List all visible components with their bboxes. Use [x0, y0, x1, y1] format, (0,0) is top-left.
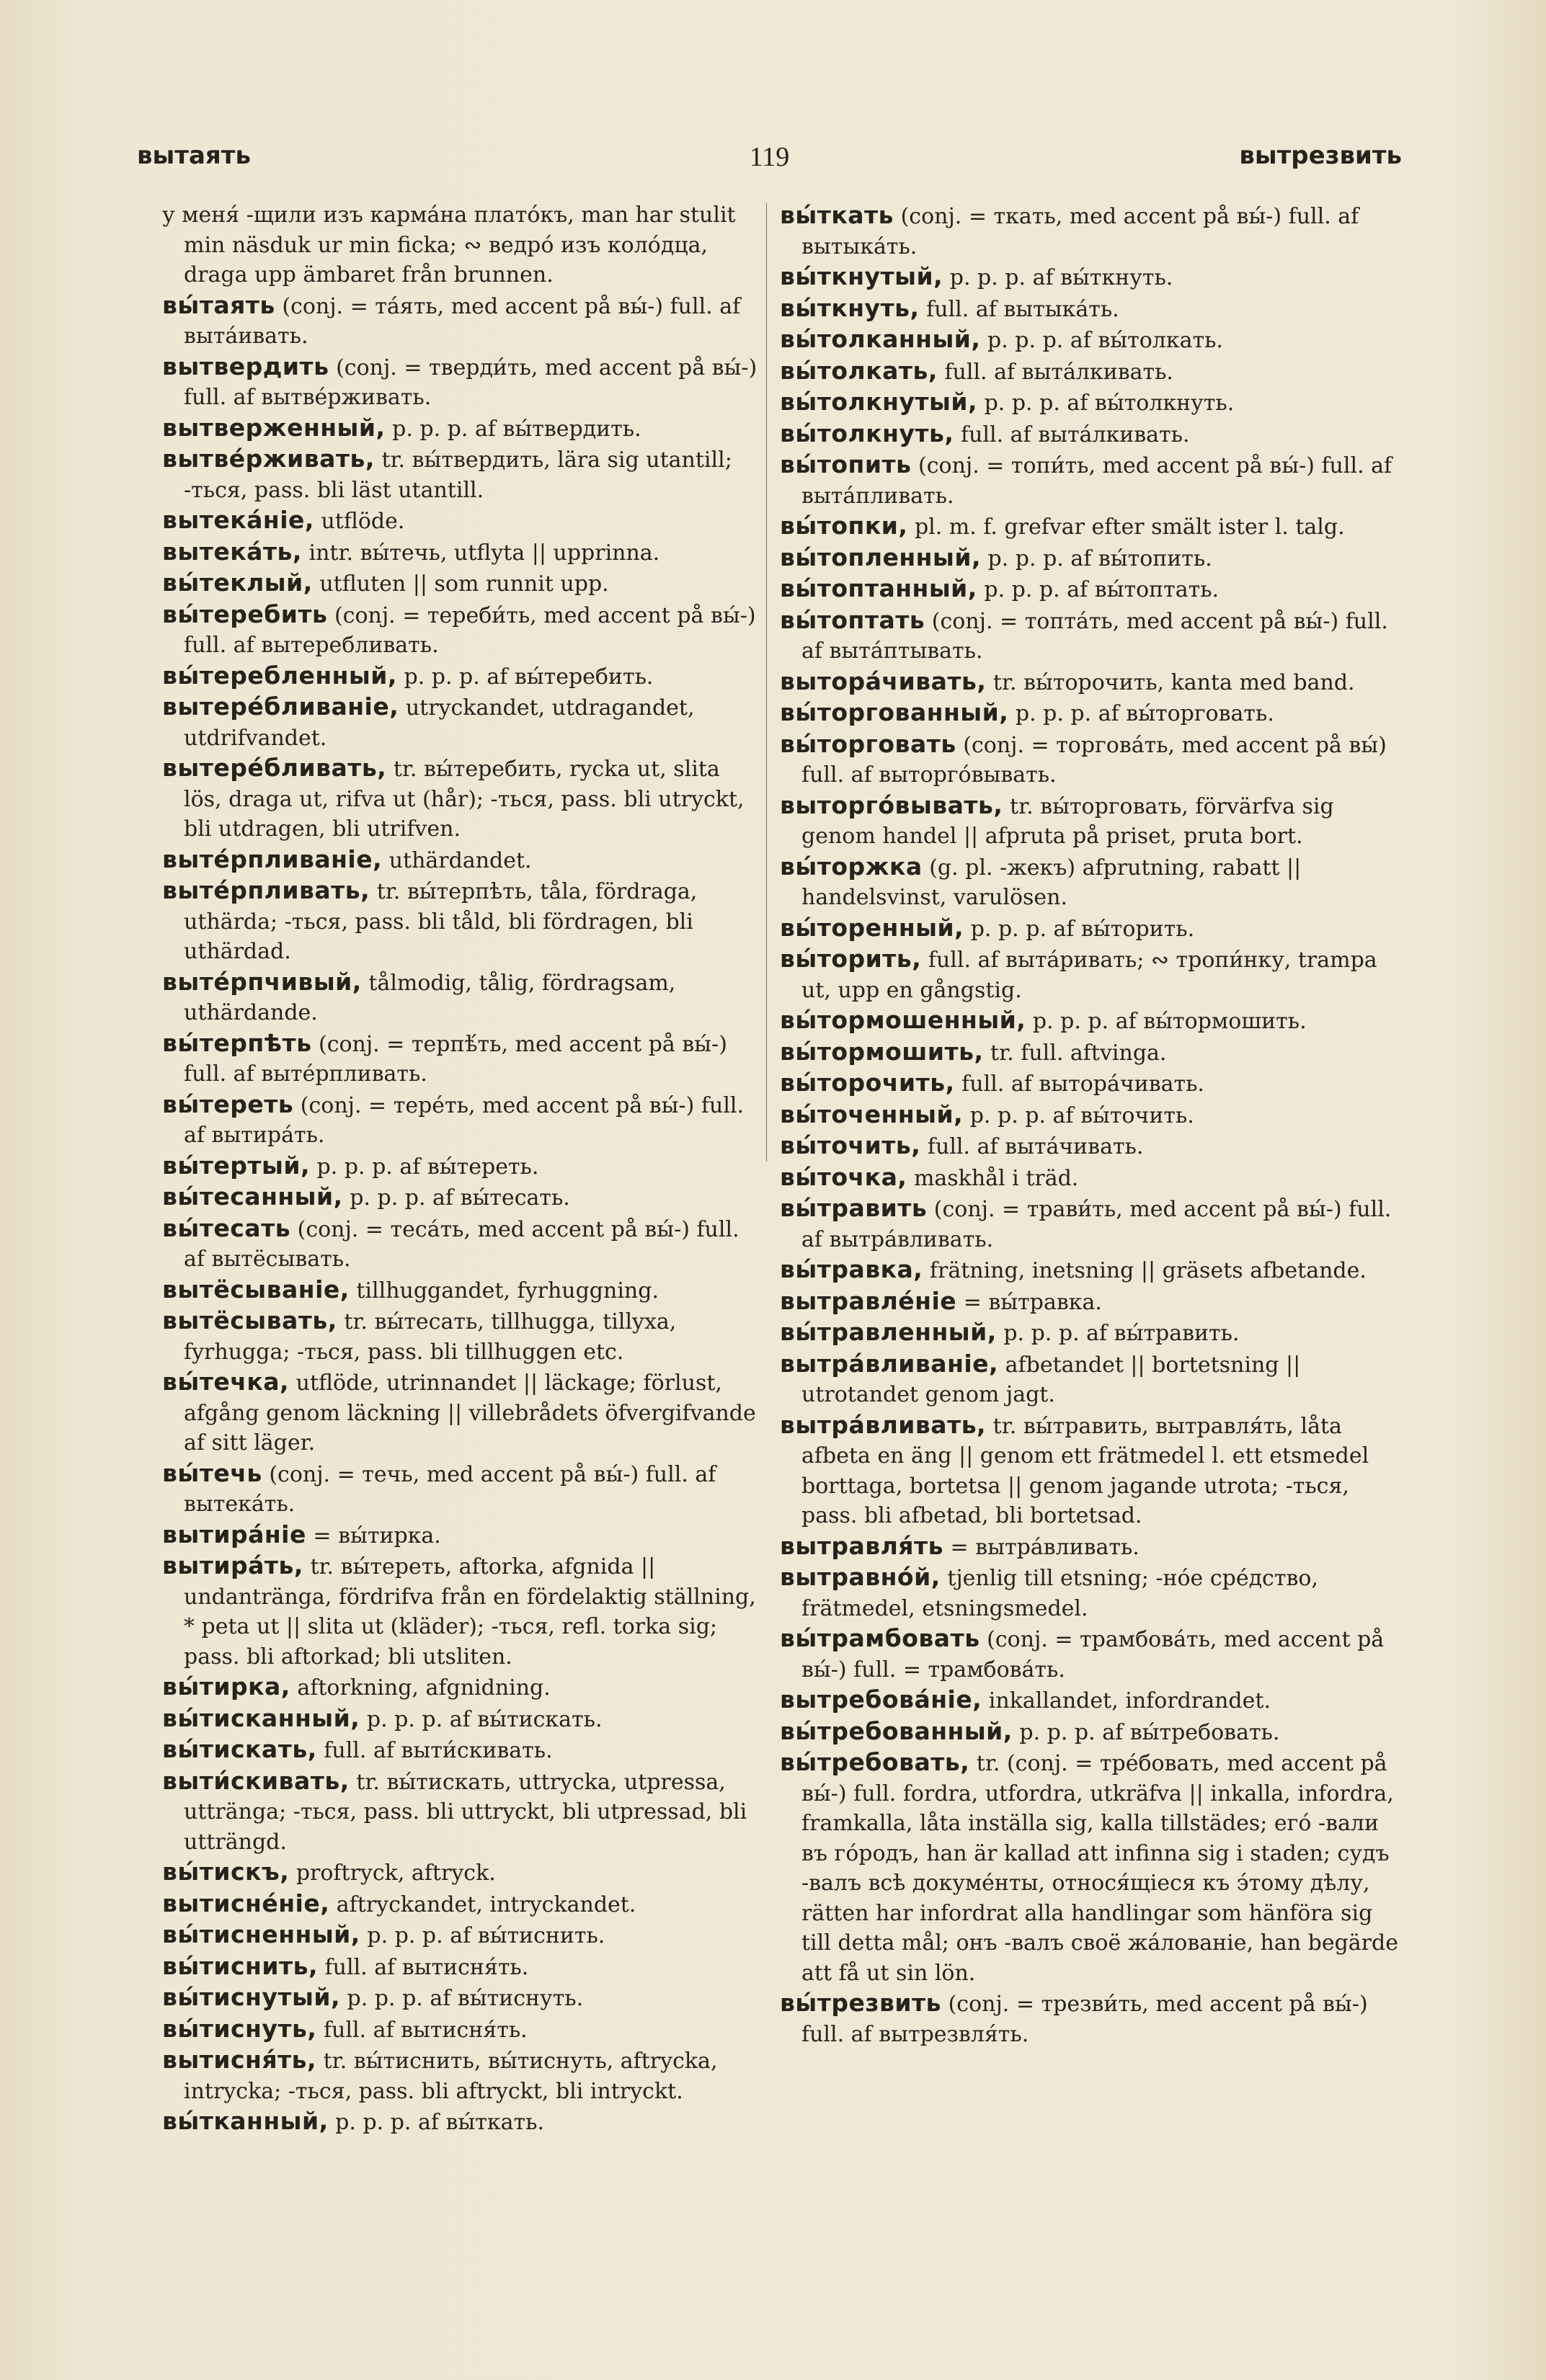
dictionary-entry: [162, 1182, 760, 1213]
entry-headword: вы́тискать,: [162, 1735, 317, 1763]
entry-headword: вы́точка,: [780, 1162, 907, 1191]
entry-definition: p. p. p. af вы́твердить.: [392, 416, 641, 442]
entry-headword: вы́травка,: [780, 1255, 923, 1283]
entry-headword: вы́течка,: [162, 1368, 290, 1396]
right-column: [780, 200, 1403, 2049]
dictionary-entry: [162, 537, 760, 569]
dictionary-entry: [162, 1367, 760, 1458]
entry-definition: tr. вы́торговать, förvärfva sig genom handel || afpruta på priset, pruta bort.: [801, 793, 1334, 849]
entry-definition: utflöde, utrinnandet || läckage; förlust, afgång genom läckning || villebrådets öfvergifvande af sitt läger.: [184, 1370, 756, 1456]
entry-headword: вы́ткнутый,: [780, 262, 943, 290]
entry-definition: utfluten || som runnit upp.: [319, 571, 609, 597]
entry-definition: (conj. = топи́ть, med accent på вы́-) full. af выта́пливать.: [801, 453, 1392, 509]
entry-definition: full. af выта́лкивать.: [944, 359, 1173, 385]
dictionary-entry: [780, 1254, 1403, 1286]
entry-headword: вы́тереть: [162, 1089, 294, 1118]
dictionary-entry: [162, 1672, 760, 1703]
entry-definition: proftryck, aftryck.: [296, 1860, 496, 1886]
entry-headword: вы́тирка,: [162, 1672, 290, 1701]
dictionary-entry: [780, 1685, 1403, 1716]
entry-definition: uthärdandet.: [388, 847, 532, 873]
entry-definition: (conj. = торгова́ть, med accent på вы́) full. af выторго́вывать.: [801, 732, 1387, 788]
entry-headword: вы́тертый,: [162, 1151, 310, 1180]
entry-definition: frätning, inetsning || gräsets afbetande.: [929, 1258, 1367, 1283]
dictionary-entry: [780, 729, 1403, 790]
entry-definition: = вытра́вливать.: [950, 1534, 1139, 1560]
entry-definition: tr. вы́тереть, aftorka, afgnida || undanträngа, fördrifva från en fördelaktig ställning, * peta ut || slita ut (kläder); -ться, refl. torka sig; pass. bli aftorkad; bli utsliten.: [184, 1554, 756, 1670]
entry-definition: (conj. = трамбова́ть, med accent på вы́-) full. = трамбова́ть.: [801, 1627, 1385, 1683]
entry-headword: вы́ткнуть,: [780, 293, 920, 322]
entry-definition: p. p. p. af вы́тиснить.: [367, 1923, 605, 1948]
dictionary-entry: [162, 505, 760, 537]
entry-headword: вы́толкнуть,: [780, 419, 954, 447]
entry-headword: вы́толкать,: [780, 356, 938, 385]
entry-headword: вы́торжка: [780, 852, 923, 881]
dictionary-entry: [162, 1213, 760, 1275]
entry-definition: tr. вы́тесать, tillhugga, tillyxa, fyrhugga; -ться, pass. bli tillhuggen etc.: [184, 1309, 677, 1365]
dictionary-entry: [780, 1286, 1403, 1318]
entry-definition: = вы́тирка.: [313, 1523, 441, 1548]
dictionary-entry: [780, 605, 1403, 667]
dictionary-entry: [162, 1703, 760, 1735]
dictionary-entry: [780, 200, 1403, 262]
entry-headword: вы́топки,: [780, 512, 908, 540]
entry-definition: tr. вы́твердить, lära sig utantill; -ться, pass. bli läst utantill.: [184, 447, 732, 503]
left-column: [162, 200, 760, 2138]
entry-headword: вытверженный,: [162, 413, 386, 442]
entry-definition: (conj. = та́ять, med accent på вы́-) full. af выта́ивать.: [184, 293, 741, 349]
dictionary-entry: [780, 1349, 1403, 1410]
entry-headword: вы́торочить,: [780, 1069, 955, 1097]
entry-definition: p. p. p. af вы́травить.: [1003, 1321, 1240, 1346]
entry-headword: вы́топтанный,: [780, 574, 977, 602]
entry-headword: вытёсываніе,: [162, 1275, 350, 1303]
entry-definition: tr. вы́теребить, rycka ut, slita lös, draga ut, rifva ut (hår); -ться, pass. bli utryckt, bli utdragen, bli utrifven.: [184, 757, 745, 842]
entry-definition: p. p. p. af вы́топить.: [987, 545, 1212, 571]
entry-definition: aftryckandet, intryckandet.: [336, 1891, 636, 1917]
entry-definition: maskhål i träd.: [913, 1165, 1079, 1191]
entry-definition: p. p. p. af вы́торговать.: [1015, 701, 1274, 726]
dictionary-entry: [780, 944, 1403, 1005]
dictionary-entry: [780, 1100, 1403, 1131]
dictionary-entry: [780, 1193, 1403, 1254]
dictionary-entry: [162, 1520, 760, 1551]
entry-headword: вы́тесать: [162, 1213, 291, 1242]
dictionary-entry: [162, 444, 760, 505]
entry-headword: вытравля́ть: [780, 1531, 943, 1560]
entry-headword: вы́трезвить: [780, 1989, 942, 2017]
entry-headword: вы́теребить: [162, 600, 328, 628]
dictionary-entry: [780, 667, 1403, 698]
entry-definition: p. p. p. af вы́тиснуть.: [347, 1986, 584, 2011]
entry-definition: utflöde.: [321, 509, 405, 534]
entry-definition: p. p. p. af вы́ткнуть.: [949, 265, 1173, 290]
dictionary-entry: [162, 2106, 760, 2138]
entry-headword: вытере́бливать,: [162, 754, 387, 782]
entry-headword: вытéрпливаніе,: [162, 844, 383, 873]
dictionary-entry: [780, 574, 1403, 605]
dictionary-entry: [780, 356, 1403, 388]
dictionary-entry: [162, 1920, 760, 1951]
dictionary-entry: [780, 1988, 1403, 2049]
entry-headword: вы́топить: [780, 450, 912, 478]
entry-definition: p. p. p. af вы́ткать.: [335, 2110, 544, 2135]
entry-definition: full. af вытисня́ть.: [324, 1954, 529, 1980]
dictionary-entry: [780, 511, 1403, 543]
entry-headword: вы́толканный,: [780, 325, 981, 353]
dictionary-entry: [780, 1162, 1403, 1194]
entry-headword: вы́тесанный,: [162, 1182, 343, 1211]
entry-definition: (conj. = тере́ть, med accent på вы́-) full. af вытира́ть.: [184, 1092, 745, 1148]
entry-definition: (conj. = течь, med accent på вы́-) full. af вытека́ть.: [184, 1461, 716, 1517]
entry-definition: full. af вытисня́ть.: [323, 2017, 528, 2043]
entry-headword: вы́трамбовать: [780, 1624, 980, 1652]
dictionary-entry: [162, 1734, 760, 1766]
entry-headword: вы́торговать: [780, 729, 956, 758]
entry-definition: tjenlig till etsning; -но́е сре́дство, frätmedel, etsningsmedel.: [801, 1566, 1318, 1621]
entry-definition: p. p. p. af вы́тискать.: [366, 1706, 603, 1732]
entry-headword: вытира́ть,: [162, 1551, 303, 1579]
entry-definition: tålmodig, tålig, fördragsam, uthärdande.: [184, 970, 676, 1025]
dictionary-entry: [780, 1747, 1403, 1988]
entry-definition: p. p. p. af вы́толкнуть.: [984, 391, 1235, 416]
entry-definition: tr. full. aftvinga.: [990, 1040, 1167, 1066]
entry-headword: вы́травленный,: [780, 1318, 997, 1346]
entry-definition: (conj. = ткать, med accent på вы́-) full. af вытыка́ть.: [801, 204, 1359, 259]
entry-definition: (conj. = теса́ть, med accent på вы́-) full. af вытёсывать.: [184, 1216, 739, 1272]
entry-definition: (g. pl. -жекъ) afprutning, rabatt || handelsvinst, varulösen.: [801, 855, 1302, 910]
entry-headword: вытра́вливаніе,: [780, 1349, 999, 1378]
dictionary-entry: [780, 387, 1403, 419]
dictionary-entry: [162, 2045, 760, 2106]
entry-headword: вы́тиснуть,: [162, 2014, 317, 2043]
entry-definition: (conj. = терпѣ́ть, med accent på вы́-) full. af вытéрпливать.: [184, 1031, 727, 1087]
entry-definition: p. p. p. af вы́тесать.: [350, 1185, 570, 1211]
dictionary-entry: [780, 1131, 1403, 1162]
dictionary-entry: [162, 1151, 760, 1182]
entry-definition: full. af выта́лкивать.: [960, 422, 1190, 447]
entry-definition: tr. (conj. = тре́бовать, med accent på вы́-) full. fordra, utfordra, utkräfva || inkalla, infordra, framkalla, låta inställa sig, kalla tillstädes; его́ -вали въ го́родъ, han är kallad att infinna sig i staden; судъ -валъ всѣ докуме́нты, относя́щіеся къ э́тому дѣлу, rätten har infordrat alla handlingar som hänföra sig till detta mål; онъ -валъ своё жа́лованіе, han begärde att få ut sin lön.: [801, 1751, 1398, 1986]
dictionary-entry: [780, 293, 1403, 325]
entry-definition: inkallandet, infordrandet.: [988, 1688, 1271, 1713]
entry-definition: full. af вытáривать; ∾ тропи́нку, trampa ut, upp en gångstig.: [801, 948, 1377, 1003]
entry-definition: p. p. p. af вы́торить.: [970, 916, 1195, 942]
dictionary-entry: [162, 1982, 760, 2014]
dictionary-entry: [162, 290, 760, 352]
dictionary-entry: [780, 1716, 1403, 1748]
entry-headword: вы́тканный,: [162, 2107, 329, 2135]
dictionary-entry: [780, 324, 1403, 356]
entry-headword: вы́теклый,: [162, 569, 313, 597]
dictionary-entry: [162, 2014, 760, 2046]
dictionary-entry: [162, 1028, 760, 1089]
entry-headword: вы́топтать: [780, 605, 925, 634]
dictionary-entry: [162, 568, 760, 600]
dictionary-entry: [162, 600, 760, 661]
entry-definition: p. p. p. af вы́толкать.: [987, 328, 1223, 353]
entry-definition: full. af выти́скивать.: [324, 1738, 553, 1763]
entry-headword: вы́тискъ,: [162, 1858, 290, 1886]
entry-definition: tr. вы́тиснить, вы́тиснуть, aftrycka, intrycka; -ться, pass. bli aftryckt, bli intryckt.: [184, 2049, 718, 2104]
dictionary-entry: [780, 1531, 1403, 1563]
dictionary-entry: [162, 1458, 760, 1520]
entry-definition: p. p. p. af вы́точить.: [969, 1102, 1194, 1128]
entry-definition: full. af выта́чивать.: [927, 1134, 1144, 1159]
entry-headword: вы́тисканный,: [162, 1703, 360, 1732]
entry-definition: (conj. = топта́ть, med accent på вы́-) full. af выта́птывать.: [801, 608, 1388, 664]
entry-definition: = вы́травка.: [963, 1289, 1102, 1315]
entry-headword: вытисне́ніе,: [162, 1889, 330, 1917]
entry-definition: full. af вытыка́ть.: [926, 296, 1119, 322]
dictionary-entry: [780, 852, 1403, 913]
column-divider: [766, 203, 767, 1162]
dictionary-entry: [780, 913, 1403, 945]
entry-headword: выти́скивать,: [162, 1766, 350, 1795]
dictionary-entry: [162, 1275, 760, 1306]
entry-definition: aftorkning, afgnidning.: [297, 1675, 551, 1701]
entry-headword: вы́торенный,: [780, 913, 964, 942]
entry-definition: p. p. p. af вы́теребить.: [404, 664, 654, 690]
entry-headword: вы́тормошить,: [780, 1037, 984, 1066]
dictionary-entry: [780, 1068, 1403, 1100]
dictionary-entry: [780, 697, 1403, 729]
entry-headword: вы́топленный,: [780, 543, 981, 571]
dictionary-entry: [162, 1306, 760, 1367]
dictionary-entry: [780, 262, 1403, 293]
dictionary-entry: [162, 692, 760, 753]
dictionary-entry: [780, 450, 1403, 511]
dictionary-entry: [162, 413, 760, 445]
entry-headword: вытéрпчивый,: [162, 967, 362, 996]
entry-headword: вы́торгованный,: [780, 698, 1009, 726]
entry-definition: pl. m. f. grefvar efter smält ister l. talg.: [914, 514, 1345, 540]
entry-definition: full. af выторáчивать.: [961, 1071, 1204, 1097]
header-left-headword: вытаять: [137, 141, 251, 170]
entry-definition: utryckandet, utdragandet, utdrifvandet.: [184, 695, 695, 751]
entry-definition: (conj. = трезви́ть, med accent på вы́-) full. af вытрезвля́ть.: [801, 1992, 1368, 2047]
entry-definition: intr. вы́течь, utflyta || upprinna.: [308, 540, 660, 566]
entry-headword: вы́ткать: [780, 201, 894, 229]
entry-definition: p. p. p. af вы́требовать.: [1019, 1719, 1280, 1745]
entry-headword: вытёсывать,: [162, 1306, 337, 1334]
entry-headword: вы́травить: [780, 1194, 928, 1222]
entry-headword: вы́терпѣть: [162, 1028, 312, 1057]
dictionary-entry: [780, 1037, 1403, 1069]
dictionary-entry: [162, 352, 760, 413]
entry-headword: выторго́вывать,: [780, 790, 1003, 819]
dictionary-entry: [780, 543, 1403, 574]
entry-headword: вытéрпливать,: [162, 876, 370, 904]
header-right-headword: вытрезвить: [1239, 141, 1402, 170]
entry-definition: tr. вы́торочить, kanta med band.: [992, 669, 1355, 695]
entry-definition: tillhuggandet, fyrhuggning.: [356, 1278, 659, 1303]
entry-definition: tr. вы́травить, вытравля́ть, låta afbeta en äng || genom ett frätmedel l. ett etsmedel borttaga, bortetsa || genom jagande utrota; -ться, pass. bli afbetad, bli bortetsad.: [801, 1413, 1369, 1528]
dictionary-entry: [780, 1005, 1403, 1037]
entry-headword: вытира́ніе: [162, 1520, 306, 1548]
entry-headword: вы́точить,: [780, 1131, 921, 1159]
dictionary-entry: [162, 1766, 760, 1858]
entry-headword: вы́течь: [162, 1458, 262, 1487]
entry-definition: у меня́ -щили изъ карма́на плато́къ, man har stulit min näsduk ur min ficka; ∾ ведро́ изъ коло́дца, draga upp ämbaret från brunnen.: [162, 202, 736, 288]
entry-definition: p. p. p. af вы́топтать.: [984, 577, 1220, 602]
dictionary-entry: [780, 1562, 1403, 1623]
entry-headword: вытвердить: [162, 352, 329, 380]
entry-headword: вы́тиснутый,: [162, 1983, 340, 2011]
dictionary-entry: [162, 200, 760, 290]
dictionary-entry: [162, 967, 760, 1028]
entry-headword: вы́торить,: [780, 945, 922, 973]
dictionary-entry: [162, 1951, 760, 1983]
entry-definition: tr. вы́тискать, uttrycka, utpressa, utträngа; -ться, pass. bli uttryckt, bli utpressad, bli utträngd.: [184, 1769, 747, 1855]
entry-definition: afbetandet || bortetsning || utrotandet genom jagt.: [801, 1352, 1301, 1407]
entry-definition: p. p. p. af вы́тормошить.: [1032, 1009, 1307, 1034]
entry-headword: вытека́ніе,: [162, 506, 314, 534]
entry-headword: вытвéрживать,: [162, 445, 375, 473]
dictionary-entry: [162, 1089, 760, 1151]
entry-headword: вы́тормошенный,: [780, 1006, 1026, 1034]
entry-headword: вы́толкнутый,: [780, 388, 978, 416]
entry-headword: вы́теребленный,: [162, 661, 397, 690]
entry-headword: вытека́ть,: [162, 537, 302, 566]
dictionary-entry: [780, 1317, 1403, 1349]
dictionary-entry: [780, 790, 1403, 852]
page-number: 119: [749, 142, 790, 172]
entry-headword: вы́требовать,: [780, 1748, 970, 1776]
entry-headword: вытисня́ть,: [162, 2046, 317, 2074]
entry-definition: (conj. = тереби́ть, med accent på вы́-) full. af вытеребливать.: [184, 602, 756, 658]
entry-headword: вытравно́й,: [780, 1563, 941, 1591]
dictionary-entry: [162, 753, 760, 844]
entry-headword: вытравле́ніе: [780, 1286, 957, 1315]
entry-headword: вытра́вливать,: [780, 1410, 987, 1439]
dictionary-entry: [162, 875, 760, 967]
entry-headword: вы́таять: [162, 290, 275, 319]
dictionary-entry: [780, 1623, 1403, 1685]
dictionary-entry: [162, 1857, 760, 1889]
entry-definition: (conj. = трави́ть, med accent på вы́-) full. af вытра́вливать.: [801, 1197, 1392, 1252]
dictionary-entry: [162, 1551, 760, 1672]
dictionary-entry: [162, 1889, 760, 1920]
dictionary-entry: [162, 661, 760, 692]
dictionary-entry: [780, 419, 1403, 450]
page-header: [137, 141, 1402, 184]
entry-headword: вы́тисненный,: [162, 1920, 360, 1948]
entry-headword: вы́точенный,: [780, 1100, 964, 1128]
entry-headword: вытере́бливаніе,: [162, 692, 399, 721]
dictionary-entry: [780, 1410, 1403, 1531]
entry-headword: вы́требованный,: [780, 1716, 1013, 1745]
entry-definition: p. p. p. af вы́тереть.: [316, 1154, 539, 1180]
entry-headword: вытребова́ніе,: [780, 1685, 982, 1713]
entry-headword: вы́тиснить,: [162, 1951, 318, 1980]
entry-definition: (conj. = тверди́ть, med accent på вы́-) full. af вытвéрживать.: [184, 355, 758, 410]
dictionary-entry: [162, 844, 760, 876]
entry-definition: tr. вы́терпѣть, tåla, fördraga, uthärda; -ться, pass. bli tåld, bli fördragen, bli uthärdad.: [184, 879, 698, 964]
entry-headword: выторáчивать,: [780, 667, 987, 695]
